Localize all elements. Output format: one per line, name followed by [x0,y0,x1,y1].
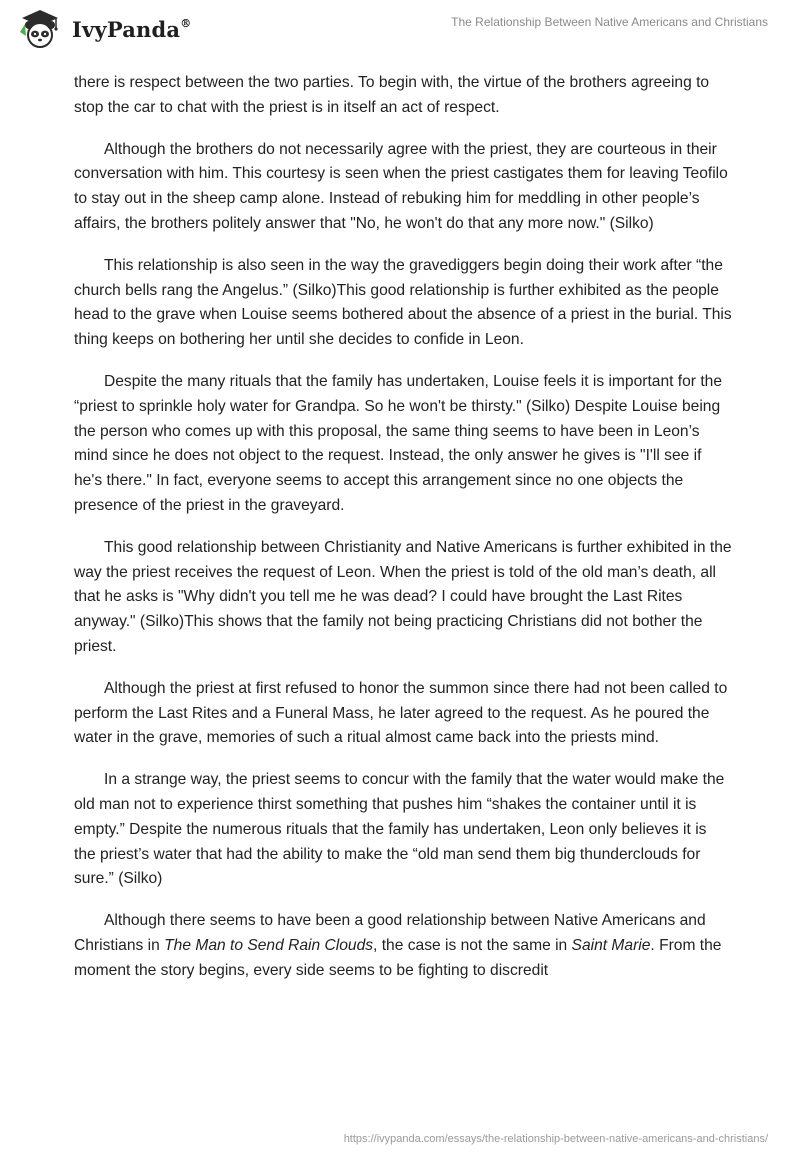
paragraph-text: there is respect between the two parties. To begin with, the virtue of the brothers agreeing to stop the car to chat with the priest is in itself an act of respect. [74,74,710,116]
paragraph-text: This good relationship between Christianity and Native Americans is further exhibited in the way the priest receives the request of Leon. When the priest is told of the old man’s death, all that he asks is "Why didn't you tell me he was dead? I could have brought the Last Rites anyway." (Silko)This shows that the family not being practicing Christians did not bother the priest. [74,538,732,655]
source-url[interactable]: https://ivypanda.com/essays/the-relationship-between-native-americans-and-christians/ [343,1133,768,1145]
essay-body [74,71,732,1001]
paragraph-text: . From the moment the story begins, every side seems to be fighting to discredit [74,936,722,979]
paragraph-text: Although the brothers do not necessarily agree with the priest, they are courteous in their conversation with him. This courtesy is seen when the priest castigates them for leaving Teofilo to stay out in the sheep camp alone. Instead of rebuking him for meddling in other people’s affairs, the brothers politely answer that "No, he won't do that any more now." (Silko) [74,140,728,232]
paragraph-text: , the case is not the same in [373,936,572,954]
brand-name [72,17,191,42]
essay-paragraph [74,677,732,751]
panda-logo-icon [16,8,68,50]
italic-title: Saint Marie [571,936,651,954]
brand-text: IvyPanda [72,16,181,42]
italic-title: The Man to Send Rain Clouds [164,936,374,954]
essay-paragraph [74,254,732,353]
page-header [0,0,800,60]
essay-paragraph [74,71,732,121]
essay-paragraph [74,768,732,892]
essay-paragraph [74,536,732,660]
essay-paragraph [74,370,732,519]
paragraph-text: Although the priest at first refused to honor the summon since there had not been called to perform the Last Rites and a Funeral Mass, he later agreed to the request. As he poured the water in the grave, memories of such a ritual almost came back into the priests mind. [74,679,728,747]
essay-paragraph [74,138,732,237]
document-title: The Relationship Between Native Americans and Christians [451,15,768,29]
paragraph-text: This relationship is also seen in the way the gravediggers begin doing their work after “the church bells rang the Angelus.” (Silko)This good relationship is further exhibited as the people head to the grave when Louise seems bothered about the absence of a priest in the burial. This thing keeps on bothering her until she decides to confide in Leon. [74,256,732,349]
logo[interactable] [16,8,191,50]
paragraph-text: Although there seems to have been a good relationship between Native Americans and Christians in [74,912,706,954]
paragraph-text: In a strange way, the priest seems to concur with the family that the water would make the old man not to experience thirst something that pushes him “shakes the container until it is empty.” Despite the numerous rituals that the family has undertaken, Leon only believes it is the priest’s water that had the ability to make the “old man send them big thunderclouds for sure.” (Silko) [74,771,725,888]
paragraph-text: Despite the many rituals that the family has undertaken, Louise feels it is important for the “priest to sprinkle holy water for Grandpa. So he won't be thirsty." (Silko) Despite Louise being the person who comes up with this proposal, the same thing seems to have been in Leon’s mind since he does not object to the request. Instead, the only answer he gives is "I'll see if he's there." In fact, everyone seems to accept this arrangement since no one objects the presence of the priest in the graveyard. [74,372,723,514]
registered-mark: ® [180,16,192,30]
essay-paragraph [74,909,732,983]
